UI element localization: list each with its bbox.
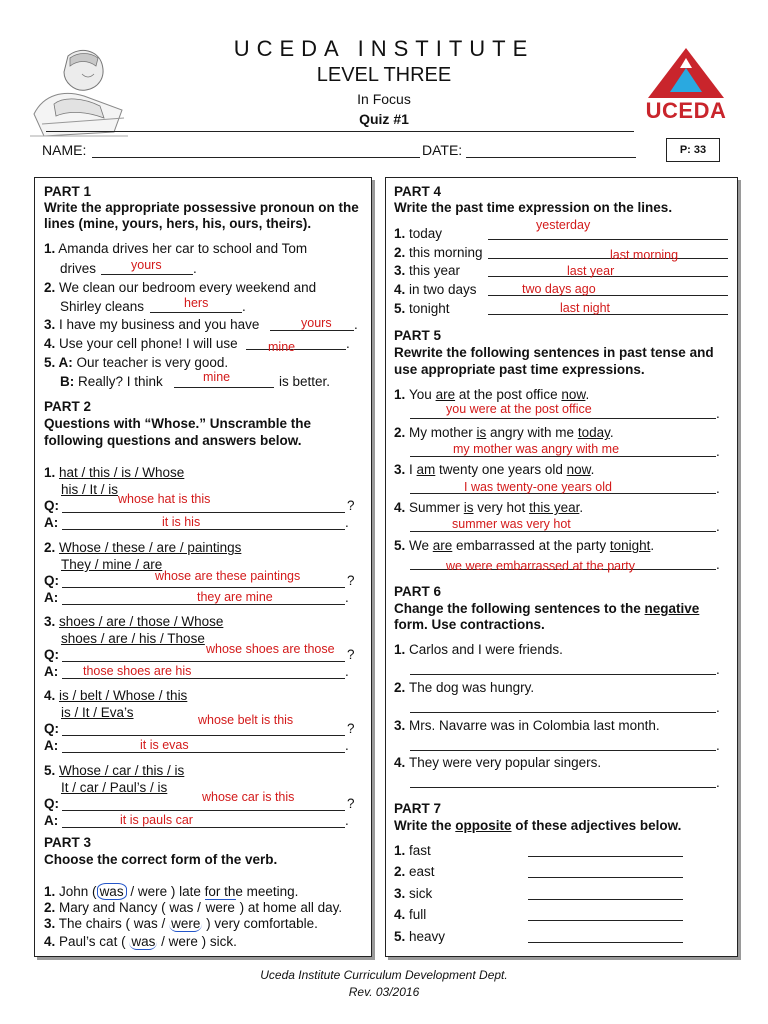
underlined-word: are — [432, 538, 453, 553]
adjective-text: east — [409, 864, 435, 879]
sentence-text: very hot — [473, 500, 530, 515]
part5-answer: you were at the post office — [446, 402, 592, 416]
name-line[interactable] — [92, 157, 420, 158]
part2-scrambled-answer: is / It / Eva’s — [61, 705, 134, 720]
item-number: 4. — [394, 755, 410, 770]
part2-scrambled-question — [44, 539, 241, 556]
date-label: DATE: — [422, 142, 463, 158]
part7-instructions: Write the opposite of these adjectives below. — [394, 818, 682, 833]
item-number: 5. — [44, 763, 60, 778]
sentence-text: embarrassed at the party — [452, 538, 610, 553]
period: . — [345, 515, 349, 530]
part7-answer-line[interactable] — [528, 856, 683, 857]
part5-answer: we were embarrassed at the party — [446, 559, 635, 573]
name-label: NAME: — [42, 142, 87, 158]
sentence-text: The dog was hungry. — [409, 680, 535, 695]
part4-answer: two days ago — [522, 282, 596, 296]
part4-present-expression: this year — [409, 263, 461, 278]
question-answer-line[interactable] — [62, 512, 345, 513]
answer-line[interactable] — [62, 752, 345, 753]
question-answer: whose belt is this — [198, 713, 294, 727]
course-subtitle: In Focus — [357, 91, 411, 107]
part2-scrambled-answer: They / mine / are — [61, 557, 163, 572]
part4-item — [394, 244, 483, 261]
part3-s3: 3. The chairs ( was / were ) very comfortable. — [44, 916, 318, 931]
part6-answer-line[interactable] — [410, 787, 716, 788]
part5-answer: my mother was angry with me — [453, 442, 620, 456]
part6-sentence — [394, 641, 563, 658]
part2-scrambled-question — [44, 762, 184, 779]
period: . — [345, 813, 349, 828]
part2-scrambled-question — [44, 613, 223, 630]
q-label: Q: — [44, 721, 59, 736]
part2-instructions-line1: Questions with “Whose.” Unscramble the — [44, 416, 312, 431]
part1-answer5: mine — [203, 370, 231, 384]
underlined-word: this year — [529, 500, 580, 515]
scrambled-question-text: hat / this / is / Whose — [59, 465, 185, 480]
footer-department: Uceda Institute Curriculum Development Dept. — [260, 968, 508, 982]
part2-scrambled-question — [44, 687, 187, 704]
part7-adjective — [394, 842, 431, 859]
part7-adjective — [394, 885, 432, 902]
part1-q2-line2: Shirley cleans — [60, 299, 145, 314]
item-number: 1. — [44, 465, 60, 480]
circled-choice[interactable]: were — [171, 916, 201, 931]
part1-answer3-line[interactable] — [270, 330, 354, 331]
part5-answer: I was twenty-one years old — [464, 480, 612, 494]
part6-instructions-line2: form. Use contractions. — [394, 617, 545, 632]
question-answer-line[interactable] — [62, 587, 345, 588]
part7-adjective — [394, 863, 435, 880]
question-mark: ? — [347, 796, 355, 811]
q-label: Q: — [44, 573, 59, 588]
sentence-text: Carlos and I were friends. — [409, 642, 563, 657]
part2-scrambled-answer: his / It / is — [61, 482, 119, 497]
a-label: A: — [44, 813, 59, 828]
part2-scrambled-answer: shoes / are / his / Those — [61, 631, 205, 646]
part5-heading: PART 5 — [394, 328, 442, 343]
q-label: Q: — [44, 796, 59, 811]
item-number: 2. — [394, 680, 410, 695]
period: . — [716, 700, 720, 715]
part5-sentence — [394, 537, 654, 554]
part5-sentence — [394, 499, 583, 516]
part1-answer5-line[interactable] — [174, 387, 274, 388]
answer-line[interactable] — [62, 827, 345, 828]
part4-item — [394, 225, 442, 242]
part6-sentence — [394, 679, 534, 696]
period: . — [716, 406, 720, 421]
part2-scrambled-question — [44, 464, 184, 481]
sentence-answer: it is evas — [140, 738, 189, 752]
part4-heading: PART 4 — [394, 184, 442, 199]
item-number: 3. — [394, 886, 410, 901]
sentence-text: twenty one years old — [435, 462, 567, 477]
part4-answer: last night — [560, 301, 611, 315]
item-number: 1. — [394, 642, 410, 657]
part4-answer-line[interactable] — [488, 239, 728, 240]
part1-instructions-line1: Write the appropriate possessive pronoun on the — [44, 200, 359, 215]
part6-instructions-line1: Change the following sentences to the negative — [394, 601, 700, 616]
sentence-text: My mother — [409, 425, 477, 440]
part7-adjective — [394, 906, 426, 923]
a-label: A: — [44, 738, 59, 753]
sentence-text: at the post office — [455, 387, 562, 402]
part1-answer2: hers — [184, 296, 209, 310]
part1-q3: 3. I have my business and you have — [44, 317, 260, 332]
logo-triangle-icon — [640, 46, 732, 102]
part1-q2-line1: 2. We clean our bedroom every weekend and — [44, 280, 317, 295]
underlined-word: now — [561, 387, 586, 402]
part1-answer1: yours — [131, 258, 162, 272]
part5-answer-line[interactable] — [410, 456, 716, 457]
scrambled-question-text: shoes / are / those / Whose — [59, 614, 224, 629]
part1-answer4: mine — [268, 340, 296, 354]
question-answer-line[interactable] — [62, 810, 345, 811]
sentence-answer: they are mine — [197, 590, 273, 604]
question-mark: ? — [347, 647, 355, 662]
part5-answer: summer was very hot — [452, 517, 571, 531]
part4-present-expression: in two days — [409, 282, 477, 297]
circled-choice[interactable]: was — [131, 934, 156, 949]
part3-s2: 2. Mary and Nancy ( was / were ) at home all day. — [44, 900, 343, 915]
part2-scrambled-answer: It / car / Paul’s / is — [61, 780, 168, 795]
period: . — [242, 299, 246, 314]
underlined-word: are — [435, 387, 456, 402]
part1-q1-line1: 1. Amanda drives her car to school and Tom — [44, 241, 308, 256]
part1-answer1-line[interactable] — [101, 274, 193, 275]
period: . — [716, 557, 720, 572]
underlined-word: now — [566, 462, 591, 477]
q-label: Q: — [44, 647, 59, 662]
part2-heading: PART 2 — [44, 399, 92, 414]
sentence-text: . — [590, 462, 595, 477]
part7-answer-line[interactable] — [528, 920, 683, 921]
part6-answer-line[interactable] — [410, 750, 716, 751]
question-answer: whose are these paintings — [155, 569, 301, 583]
question-mark: ? — [347, 498, 355, 513]
sentence-text: I — [409, 462, 417, 477]
item-number: 3. — [394, 462, 410, 477]
item-number: 4. — [394, 282, 410, 297]
period: . — [345, 590, 349, 605]
period: . — [354, 317, 358, 332]
period: . — [345, 738, 349, 753]
sentence-text: Mrs. Navarre was in Colombia last month. — [409, 718, 660, 733]
part3-heading: PART 3 — [44, 835, 92, 850]
part3-s4: 4. Paul’s cat ( was / were ) sick. — [44, 934, 237, 949]
sentence-answer: it is pauls car — [120, 813, 193, 827]
page-number-box: P: 33 — [666, 138, 720, 162]
part3-instructions: Choose the correct form of the verb. — [44, 852, 278, 867]
scrambled-question-text: Whose / car / this / is — [59, 763, 185, 778]
part1-answer2-line[interactable] — [150, 312, 242, 313]
question-answer: whose shoes are those — [206, 642, 335, 656]
period: . — [716, 519, 720, 534]
part1-q5b: B: Really? I think — [60, 374, 163, 389]
header-rule — [46, 131, 634, 132]
period: . — [716, 481, 720, 496]
part5-instructions-line1: Rewrite the following sentences in past tense and — [394, 345, 714, 360]
part1-q5b-post: is better. — [279, 374, 331, 389]
part1-answer4-line[interactable] — [246, 349, 346, 350]
part4-present-expression: this morning — [409, 245, 483, 260]
part4-answer: yesterday — [536, 218, 591, 232]
question-mark: ? — [347, 573, 355, 588]
part4-instructions: Write the past time expression on the lines. — [394, 200, 673, 215]
item-number: 3. — [394, 263, 410, 278]
part6-sentence — [394, 754, 601, 771]
part4-item — [394, 300, 450, 317]
part5-sentence — [394, 461, 594, 478]
part4-item — [394, 262, 460, 279]
sentence-answer: it is his — [162, 515, 201, 529]
part7-heading: PART 7 — [394, 801, 442, 816]
part5-instructions-line2: use appropriate past time expressions. — [394, 362, 645, 377]
part7-answer-line[interactable] — [528, 942, 683, 943]
part5-sentence — [394, 424, 614, 441]
part1-q5a: 5. A: Our teacher is very good. — [44, 355, 229, 370]
question-answer-line[interactable] — [62, 661, 345, 662]
part4-answer: last year — [567, 264, 615, 278]
underlined-word: tonight — [609, 538, 651, 553]
sentence-text: . — [585, 387, 590, 402]
part5-sentence — [394, 386, 589, 403]
logo-text: UCEDA — [645, 98, 727, 123]
answer-line[interactable] — [62, 604, 345, 605]
item-number: 5. — [394, 538, 410, 553]
part1-heading: PART 1 — [44, 184, 92, 199]
circled-choice[interactable]: were — [205, 900, 235, 915]
period: . — [193, 261, 197, 276]
part6-answer-line[interactable] — [410, 712, 716, 713]
a-label: A: — [44, 590, 59, 605]
period: . — [716, 662, 720, 677]
a-label: A: — [44, 664, 59, 679]
part4-present-expression: tonight — [409, 301, 450, 316]
part4-item — [394, 281, 477, 298]
sentence-text: You — [409, 387, 436, 402]
item-number: 2. — [394, 245, 410, 260]
period: . — [716, 738, 720, 753]
scrambled-question-text: is / belt / Whose / this — [59, 688, 188, 703]
question-mark: ? — [347, 721, 355, 736]
a-label: A: — [44, 515, 59, 530]
item-number: 3. — [394, 718, 410, 733]
part1-instructions-line2: lines (mine, yours, hers, his, ours, theirs). — [44, 216, 312, 231]
part5-answer-line[interactable] — [410, 418, 716, 419]
item-number: 1. — [394, 387, 410, 402]
answer-line[interactable] — [62, 529, 345, 530]
question-answer-line[interactable] — [62, 735, 345, 736]
item-number: 2. — [394, 425, 410, 440]
underlined-word: is — [476, 425, 487, 440]
adjective-text: full — [409, 907, 427, 922]
sentence-text: . — [579, 500, 584, 515]
item-number: 1. — [394, 843, 410, 858]
part5-answer-line[interactable] — [410, 531, 716, 532]
adjective-text: sick — [409, 886, 433, 901]
item-number: 4. — [394, 907, 410, 922]
item-number: 2. — [394, 864, 410, 879]
underlined-word: is — [463, 500, 474, 515]
item-number: 5. — [394, 301, 410, 316]
period: . — [716, 444, 720, 459]
item-number: 2. — [44, 540, 60, 555]
scrambled-question-text: Whose / these / are / paintings — [59, 540, 242, 555]
question-answer: whose car is this — [202, 790, 295, 804]
institute-title: UCEDA INSTITUTE — [233, 36, 535, 61]
sentence-text: They were very popular singers. — [409, 755, 602, 770]
quiz-title: Quiz #1 — [359, 111, 409, 127]
part7-answer-line[interactable] — [528, 899, 683, 900]
part1-q1-line2: drives — [60, 261, 97, 276]
part3-s1: 1. John ( was / were ) late for the meeting. — [44, 884, 299, 899]
circled-choice[interactable]: was — [97, 883, 127, 900]
footer-revision: Rev. 03/2016 — [348, 985, 420, 999]
part4-answer-line[interactable] — [488, 258, 728, 259]
sentence-text: We — [409, 538, 433, 553]
question-answer: whose hat is this — [118, 492, 211, 506]
item-number: 4. — [44, 688, 60, 703]
period: . — [346, 336, 350, 351]
uceda-logo — [640, 46, 732, 128]
part1-q4: 4. Use your cell phone! I will use — [44, 336, 238, 351]
level-title: LEVEL THREE — [316, 64, 452, 86]
underlined-word: today — [577, 425, 610, 440]
date-line[interactable] — [466, 157, 636, 158]
answer-line[interactable] — [62, 678, 345, 679]
part6-sentence — [394, 717, 660, 734]
item-number: 3. — [44, 614, 60, 629]
q-label: Q: — [44, 498, 59, 513]
part4-answer: last morning — [610, 248, 679, 262]
adjective-text: heavy — [409, 929, 446, 944]
item-number: 5. — [394, 929, 410, 944]
adjective-text: fast — [409, 843, 431, 858]
part6-heading: PART 6 — [394, 584, 442, 599]
period: . — [345, 664, 349, 679]
sentence-text: . — [609, 425, 614, 440]
sentence-answer: those shoes are his — [83, 664, 192, 678]
part6-answer-line[interactable] — [410, 674, 716, 675]
sentence-text: angry with me — [486, 425, 578, 440]
part7-answer-line[interactable] — [528, 877, 683, 878]
sentence-text: . — [650, 538, 655, 553]
item-number: 1. — [394, 226, 410, 241]
item-number: 4. — [394, 500, 410, 515]
part1-answer3: yours — [301, 316, 332, 330]
underlined-word: am — [416, 462, 436, 477]
part7-adjective — [394, 928, 445, 945]
sentence-text: Summer — [409, 500, 464, 515]
part2-instructions-line2: following questions and answers below. — [44, 433, 302, 448]
part4-present-expression: today — [409, 226, 443, 241]
period: . — [716, 775, 720, 790]
